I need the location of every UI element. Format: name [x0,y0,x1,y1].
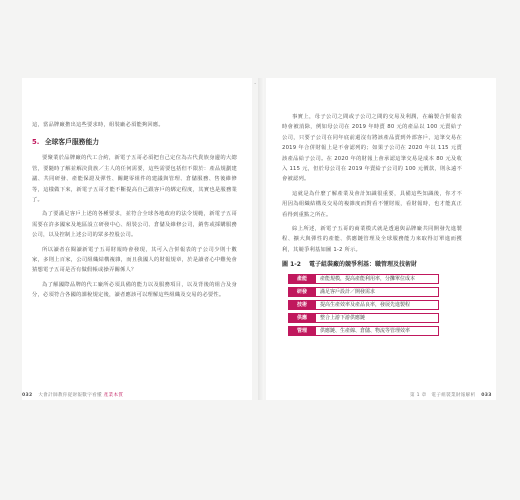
paragraph: 為了要滿足客戶上述的各種要求，並符合全球各地政府的法令規範，新電子五哥需要在許多國家及地區設立研發中心、組裝公司、倉儲及維修公司，銷售或採購服務公司，以及控制上述公司的眾多控股公司。 [32,211,237,239]
row-tag: 產能 [288,274,316,284]
page-number: 032 [22,393,33,398]
row-value: 供應鏈、生產線、倉儲、物流等管理效率 [316,326,439,336]
row-tag: 研發 [288,287,316,297]
table-row [288,274,462,284]
right-page [266,78,496,400]
paragraph: 為了解國際品牌的代工廠所必須具備的能力以及服務項目，以及背後的組合及身分，必須符合各國的課稅規定後，讀者應該可以理解這些組織及交易的必要性。 [32,281,237,299]
row-tag: 技術 [288,300,316,310]
section-title: 全球客戶服務能力 [44,138,100,147]
left-footer [22,392,123,398]
section-number: 5. [32,138,40,147]
table-row [288,300,462,310]
table-row [288,326,462,336]
row-value: 滿足客戶設計／開發需求 [316,287,439,297]
running-title: 大會計師教你從財報數字看懂 [38,393,102,398]
paragraph: 這，當品牌廠擔出這些要求時，組裝廠必須能夠回應。 [32,122,164,128]
table-row [288,313,462,323]
figure-title: 電子組裝廠的競爭利基：職管理及技術財 [309,261,418,269]
paragraph: 所以讀者在閱讀新電子五哥財報時會發現，其可入合併報表的子公司少則十數家，多則上百家，公司組織結構複雜，而且我國人的財報規章，於是讀者心中難免會猜想電子五哥是否有做假帳或操弄關係人？ [32,246,237,274]
paragraph: 這就是為什麼了解產業及會計知識很重要，具備這些知識後，你才不用因為組織結構及交易的複雜度而對看不懂財報，看財報時，也才能真正看得到重點之所在。 [282,190,462,218]
book-gutter [258,78,264,400]
section-heading [32,136,237,146]
row-value: 提高生產效率及產品良率，發展先進製程 [316,300,439,310]
figure-table [282,274,462,336]
left-page [22,78,252,400]
paragraph: 綜上所述，新電子五哥的商業模式就是透過與品牌廠共同開發先進製程、擴大與彈性的產能、供應鏈管理及全球服務能力來取得訂單進而獲利，其競爭利基如圖 1-2 所示。 [282,226,462,253]
chapter-title: 第 1 章 電子組裝業財報解析 [410,393,476,398]
right-footer [410,392,492,398]
row-tag: 供應 [288,313,316,323]
running-title-accent: 產業本質 [103,393,124,398]
row-value: 產能規模，提高產能利用率，分攤單位成本 [316,274,439,284]
page-number: 033 [481,393,492,398]
row-tag: 管理 [288,326,316,336]
row-value: 整合上游下游供應鏈 [316,313,439,323]
figure-number: 圖 1-2 [282,261,301,269]
paragraph: 要聚業於品牌廠的代工合約，新電子五哥必須把自己定位為古代貴族身邊的大總管，要隨時了解並解決貴族／主人的任何需要，這些需要包括但不限於：產品規劃建議、共同研發、產能保證及彈性、關鍵零組件的建議與管理、倉儲服務、售後維修等，這樣做下來，新電子五哥才能不斷提高自己跟客戶的綁定程度，其實也是服務業了。 [32,155,237,204]
figure-caption [282,259,462,268]
separator-dot: · [254,80,257,88]
paragraph: 事實上，母子公司之間或子公司之間的交易及利潤，在編製合併報表時會被消除，例如母公司在 2019 年時賣 80 元的產品以 100 元賣給子公司，只要子公司在同年底前還沒有將該產品賣到外部客戶，這筆交易在 2019 年合併財報上是不會認列的；如果子公司在 2020 年以 115 元賣該產品給子公司。在 2020 年的財報上會承認這筆交易是成本 80 元及收入 115 元，但於母公司在 2019 年賣給子公司的 100 元價款，則永遠不會被認列。 [282,114,462,183]
table-row [288,287,462,297]
